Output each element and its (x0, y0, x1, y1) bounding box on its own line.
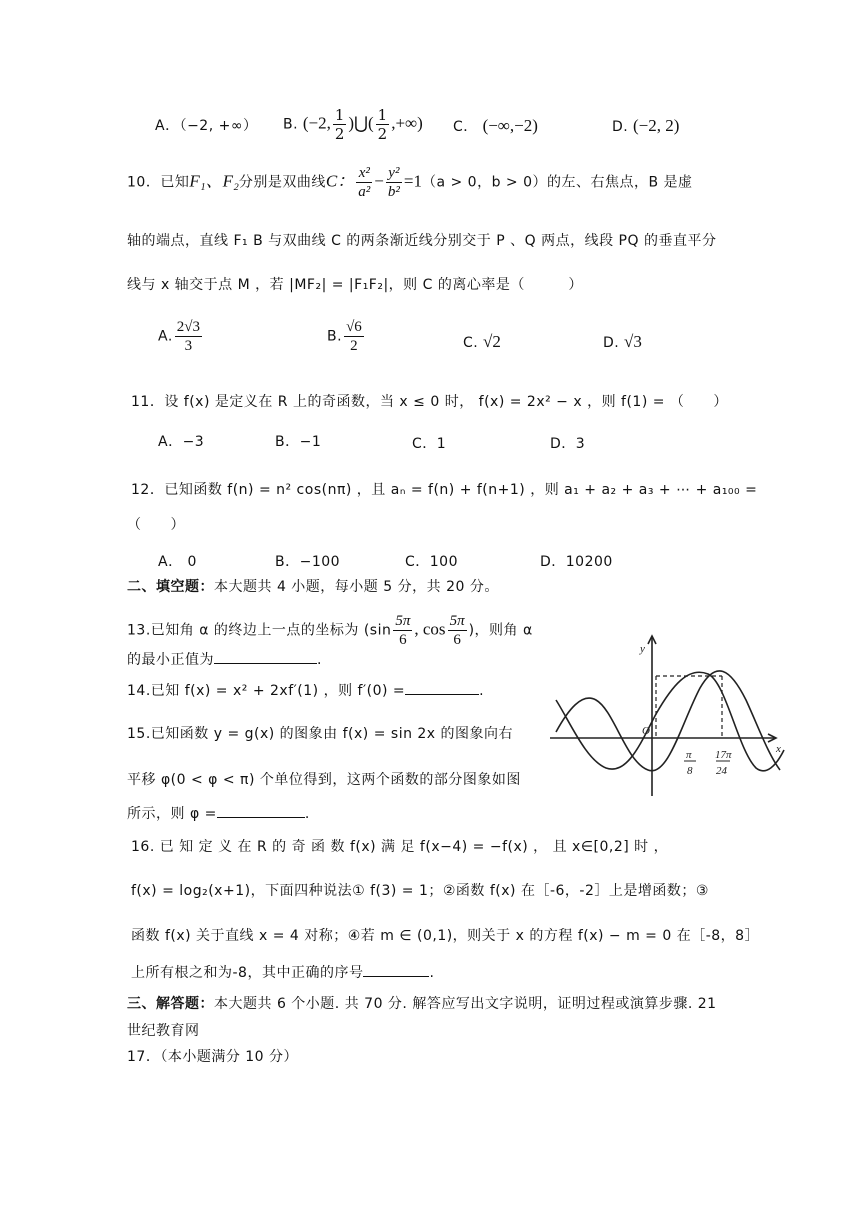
q11-option-d: D．3 (550, 436, 586, 452)
q12-stem: 12．已知函数 f(n) = n² cos(nπ) ，且 aₙ = f(n) + f(n+1) ，则 a₁ + a₂ + a₃ + ⋯ + a₁₀₀ = (131, 482, 758, 498)
q12-option-d: D．10200 (540, 554, 613, 570)
q11-option-c: C．1 (412, 436, 447, 452)
q16-stem-line2: f(x) = log₂(x+1)，下面四种说法① f(3) = 1；②函数 f(x) 在［-6，-2］上是增函数；③ (131, 883, 709, 899)
q10-stem-line2: 轴的端点，直线 F₁ B 与双曲线 C 的两条渐近线分别交于 P 、Q 两点，线段 PQ 的垂直平分 (127, 233, 717, 249)
origin-label: O (642, 725, 650, 737)
q15-stem-line3: 所示，则 φ = . (127, 803, 310, 824)
q16-stem-line4: 上所有根之和为-8，其中正确的序号 . (131, 962, 434, 983)
q13-stem-line2: 的最小正值为 . (127, 649, 322, 670)
q15-stem-line2: 平移 φ(0 < φ < π) 个单位得到，这两个函数的部分图象如图 (127, 772, 521, 788)
q15-stem-line1: 15.已知函数 y = g(x) 的图象由 f(x) = sin 2x 的图象向右 (127, 726, 514, 742)
q15-answer-blank[interactable] (217, 803, 305, 818)
q9-option-c: C． (−∞,−2) (453, 116, 538, 135)
q15-function-graph (548, 630, 790, 798)
q13-answer-blank[interactable] (214, 649, 317, 664)
tick-pi8-num: π (686, 749, 692, 761)
q12-option-c: C．100 (405, 554, 458, 570)
q14-stem: 14.已知 f(x) = x² + 2xf′(1) ，则 f′(0) = . (127, 680, 484, 701)
curve-gx (556, 672, 784, 771)
q9-option-d: D. (−2, 2) (612, 116, 680, 135)
q9-option-a: A．（−2, +∞） (155, 118, 258, 134)
q10-stem-line1: 10．已知F₁、F₂分别是双曲线C： $\frac{\text{x²}}{\text{a²}}$ − $\frac{\text{y²}}{\text{b²}}$ =1（a > 0，b > 0）的左、右焦点，B 是虚 (127, 165, 693, 200)
q12-option-b: B．−100 (275, 554, 341, 570)
q10-option-a: A. $\frac{2√3}{3}$ (158, 319, 201, 354)
q10-option-d: D. √3 (603, 332, 642, 351)
q11-option-a: A．−3 (158, 434, 205, 450)
section2-heading: 二、填空题：本大题共 4 小题，每小题 5 分，共 20 分。 (127, 579, 499, 595)
q16-stem-line1: 16. 已 知 定 义 在 R 的 奇 函 数 f(x) 满 足 f(x−4) = −f(x) ， 且 x∈[0,2] 时 ， (131, 839, 669, 855)
q11-option-b: B．−1 (275, 434, 322, 450)
q10-stem-line3: 线与 x 轴交于点 M ，若 |MF₂| = |F₁F₂|，则 C 的离心率是（ ） (127, 277, 583, 293)
q10-option-c: C. √2 (463, 332, 501, 351)
y-axis-label: y (640, 643, 645, 655)
tick-17pi24-num: 17π (715, 749, 732, 761)
q10-option-b: B. $\frac{√6}{2}$ (327, 319, 362, 354)
q17-heading: 17．（本小题满分 10 分） (127, 1049, 299, 1065)
tick-pi8-den: 8 (687, 765, 693, 777)
q12-paren: （ ） (127, 517, 185, 533)
section3-heading: 三、解答题：本大题共 6 个小题. 共 70 分. 解答应写出文字说明，证明过程或演算步骤. 21 (127, 996, 717, 1012)
tick-17pi24-den: 24 (716, 765, 727, 777)
x-axis-label: x (776, 743, 781, 755)
q16-answer-blank[interactable] (363, 962, 429, 977)
q14-answer-blank[interactable] (405, 680, 479, 695)
q9-option-b: B. (−2, $\frac{1}{2}$ )⋃( $\frac{1}{2}$ ,+∞) (283, 106, 423, 143)
q11-stem: 11．设 f(x) 是定义在 R 上的奇函数，当 x ≤ 0 时， f(x) = 2x² − x ，则 f(1) = （ ） (131, 394, 728, 410)
section3-heading-cont: 世纪教育网 (127, 1023, 200, 1039)
q12-option-a: A． 0 (158, 554, 197, 570)
q16-stem-line3: 函数 f(x) 关于直线 x = 4 对称；④若 m ∈ (0,1)，则关于 x 的方程 f(x) − m = 0 在［-8，8］ (131, 928, 760, 944)
q13-stem-line1: 13.已知角 α 的终边上一点的坐标为 (sin $\frac{5\pi}{6}$ , cos $\frac{5\pi}{6}$ )，则角 α (127, 613, 533, 648)
